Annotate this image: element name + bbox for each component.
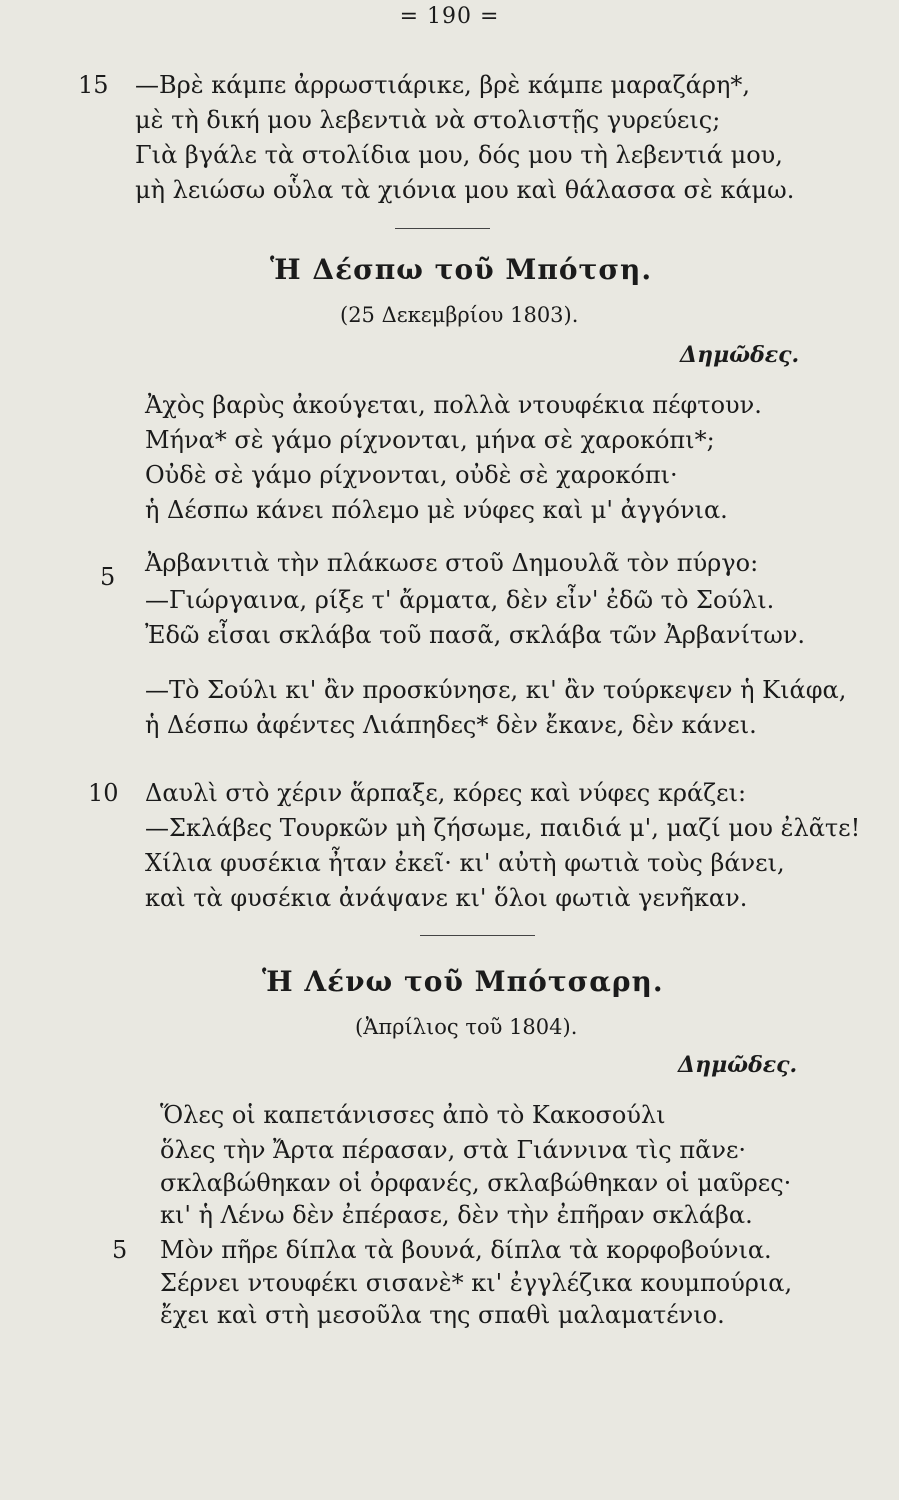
verse-line: μὲ τὴ δική μου λεβεντιὰ νὰ στολιστῇς γυρεύεις; — [135, 106, 721, 134]
verse-line: Μήνα* σὲ γάμο ρίχνονται, μήνα σὲ χαροκόπι*; — [145, 426, 715, 454]
verse-line: Ἀρβανιτιὰ τὴν πλάκωσε στοῦ Δημουλᾶ τὸν πύργο: — [145, 549, 759, 577]
verse-line: Ἀχὸς βαρὺς ἀκούγεται, πολλὰ ντουφέκια πέφτουν. — [145, 391, 762, 419]
verse-line: ἡ Δέσπω κάνει πόλεμο μὲ νύφες καὶ μ' ἀγγόνια. — [145, 496, 728, 524]
verse-line: —Σκλάβες Τουρκῶν μὴ ζήσωμε, παιδιά μ', μαζί μου ἐλᾶτε! — [145, 814, 861, 842]
verse-line: Γιὰ βγάλε τὰ στολίδια μου, δός μου τὴ λεβεντιά μου, — [135, 141, 783, 169]
verse-line: —Βρὲ κάμπε ἀρρωστιάρικε, βρὲ κάμπε μαραζάρη*, — [135, 71, 750, 99]
page-number: = 190 = — [399, 4, 500, 29]
verse-line: ἔχει καὶ στὴ μεσοῦλα της σπαθὶ μαλαματένιο. — [160, 1301, 725, 1329]
line-number: 10 — [88, 779, 119, 807]
verse-line: Ὅλες οἱ καπετάνισσες ἀπὸ τὸ Κακοσούλι — [160, 1101, 666, 1129]
verse-line: Οὐδὲ σὲ γάμο ρίχνονται, οὐδὲ σὲ χαροκόπι· — [145, 461, 678, 489]
line-number: 15 — [78, 71, 109, 99]
verse-line: καὶ τὰ φυσέκια ἀνάψανε κι' ὅλοι φωτιὰ γενῆκαν. — [145, 884, 748, 912]
poem-attribution: Δημῶδες. — [678, 1052, 798, 1078]
verse-line: ἡ Δέσπω ἀφέντες Λιάπηδες* δὲν ἔκανε, δὲν κάνει. — [145, 711, 757, 739]
line-number: 5 — [112, 1236, 128, 1264]
verse-line: σκλαβώθηκαν οἱ ὀρφανές, σκλαβώθηκαν οἱ μαῦρες· — [160, 1169, 792, 1197]
poem-title: Ἡ Λένω τοῦ Μπότσαρη. — [262, 965, 664, 998]
line-number: 5 — [100, 563, 116, 591]
poem-date: (Ἀπρίλιος τοῦ 1804). — [355, 1015, 578, 1039]
section-divider — [395, 228, 490, 229]
verse-line: Δαυλὶ στὸ χέριν ἅρπαξε, κόρες καὶ νύφες κράζει: — [145, 779, 747, 807]
verse-line: Χίλια φυσέκια ἦταν ἐκεῖ· κι' αὐτὴ φωτιὰ τοὺς βάνει, — [145, 849, 785, 877]
section-divider — [420, 935, 535, 936]
verse-line: —Τὸ Σούλι κι' ἂν προσκύνησε, κι' ἂν τούρκεψεν ἡ Κιάφα, — [145, 676, 847, 704]
verse-line: Μὸν πῆρε δίπλα τὰ βουνά, δίπλα τὰ κορφοβούνια. — [160, 1236, 772, 1264]
verse-line: Σέρνει ντουφέκι σισανὲ* κι' ἐγγλέζικα κουμπούρια, — [160, 1269, 793, 1297]
verse-line: ὅλες τὴν Ἄρτα πέρασαν, στὰ Γιάννινα τὶς πᾶνε· — [160, 1136, 747, 1164]
verse-line: Ἐδῶ εἶσαι σκλάβα τοῦ πασᾶ, σκλάβα τῶν Ἀρβανίτων. — [145, 621, 806, 649]
verse-line: κι' ἡ Λένω δὲν ἐπέρασε, δὲν τὴν ἐπῆραν σκλάβα. — [160, 1201, 753, 1229]
verse-line: —Γιώργαινα, ρίξε τ' ἄρματα, δὲν εἶν' ἐδῶ τὸ Σούλι. — [145, 586, 775, 614]
poem-date: (25 Δεκεμβρίου 1803). — [340, 303, 579, 327]
poem-title: Ἡ Δέσπω τοῦ Μπότση. — [270, 253, 653, 286]
poem-attribution: Δημῶδες. — [680, 342, 800, 368]
verse-line: μὴ λειώσω οὗλα τὰ χιόνια μου καὶ θάλασσα σὲ κάμω. — [135, 176, 795, 204]
